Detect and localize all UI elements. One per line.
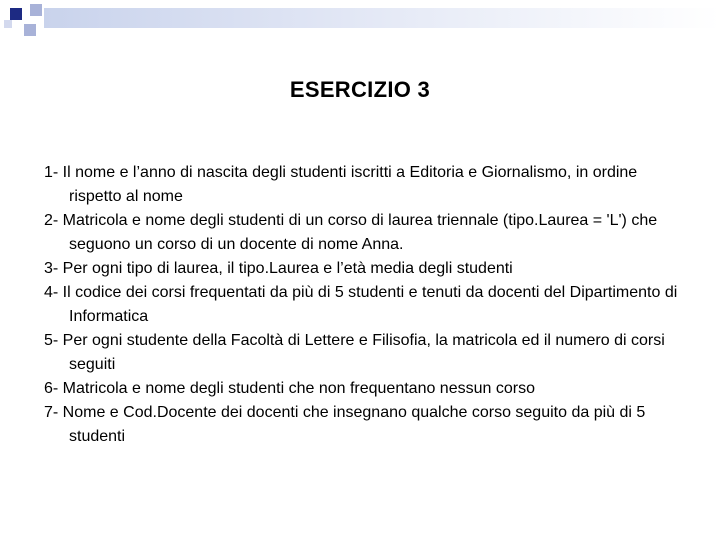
exercise-item: 6- Matricola e nome degli studenti che non frequentano nessun corso [44,380,535,397]
exercise-item: 1- Il nome e l’anno di nascita degli studenti iscritti a Editoria e Giornalismo, in ordine rispetto al nome [44,164,638,205]
decorative-square-dark [10,8,22,20]
exercise-item: 3- Per ogni tipo di laurea, il tipo.Laurea e l’età media degli studenti [44,260,513,277]
exercise-list [44,161,684,449]
exercise-item: 2- Matricola e nome degli studenti di un corso di laurea triennale (tipo.Laurea = 'L') che seguono un corso di un docente di nome Anna. [44,212,658,253]
slide-title: ESERCIZIO 3 [289,77,431,102]
exercise-item: 4- Il codice dei corsi frequentati da più di 5 studenti e tenuti da docenti del Dipartimento di Informatica [44,284,678,325]
exercise-item: 7- Nome e Cod.Docente dei docenti che insegnano qualche corso seguito da più di 5 studenti [44,404,646,445]
decorative-square-light [24,24,36,36]
decorative-square-light [30,4,42,16]
exercise-item: 5- Per ogni studente della Facoltà di Lettere e Filisofia, la matricola ed il numero di corsi seguiti [44,332,665,373]
header-gradient-band [44,8,720,28]
decorative-square-faint [4,20,12,28]
